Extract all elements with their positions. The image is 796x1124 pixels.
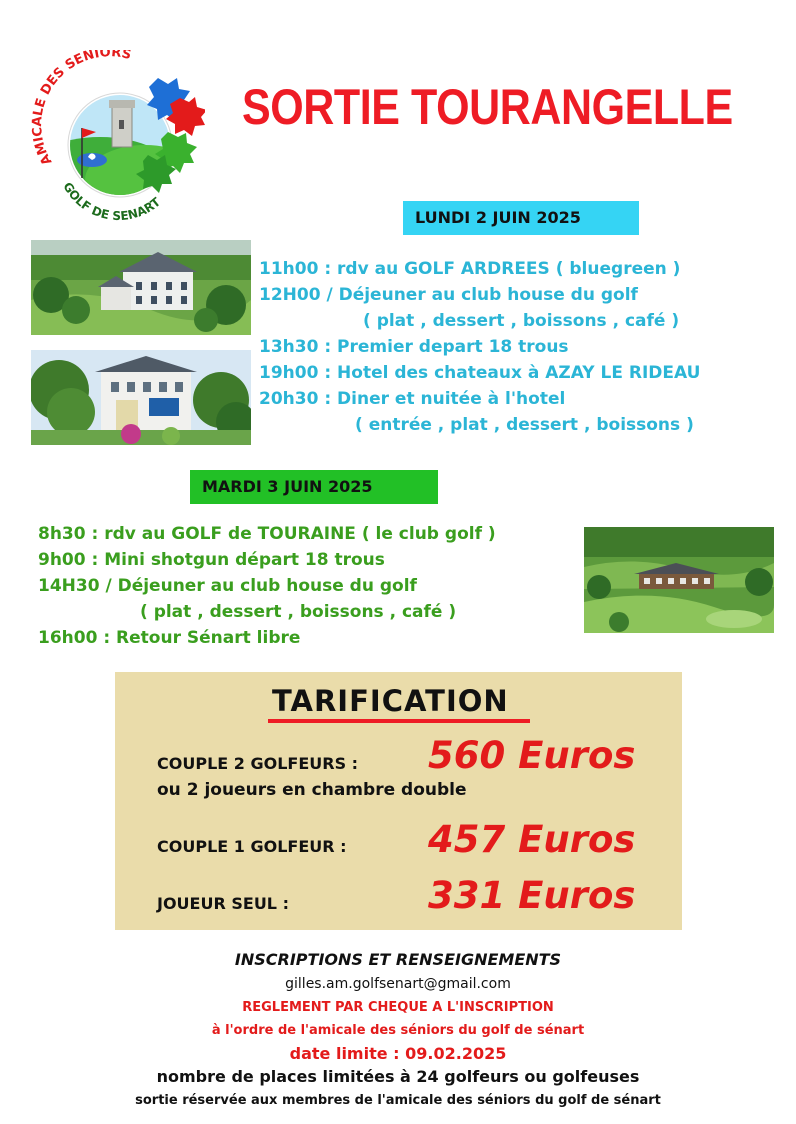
single-label: JOUEUR SEUL : [157, 894, 289, 913]
payment-order: à l'ordre de l'amicale des séniors du golf de sénart [211, 1023, 585, 1038]
day1-line-2: 12H00 / Déjeuner au club house du golf [259, 285, 638, 305]
couple1-price: 457 Euros [428, 818, 636, 861]
couple1-label: COUPLE 1 GOLFEUR : [157, 837, 347, 856]
day2-date-badge: MARDI 3 JUIN 2025 [190, 470, 438, 504]
contact-email: gilles.am.golfsenart@gmail.com [285, 976, 511, 992]
couple2-label: COUPLE 2 GOLFEURS : [157, 754, 359, 773]
day1-line-6: 20h30 : Diner et nuitée à l'hotel [259, 389, 566, 409]
day2-line-1: 8h30 : rdv au GOLF de TOURAINE ( le club golf ) [38, 524, 496, 544]
golf-de-touraine-photo [584, 527, 774, 633]
golf-ardrees-photo [31, 240, 251, 335]
logo-text-bottom: GOLF DE SENART [60, 179, 164, 224]
single-price: 331 Euros [428, 874, 636, 917]
logo-text-top: AMICALE DES SENIORS [30, 50, 133, 168]
hotel-des-chateaux-photo [31, 350, 251, 445]
day1-line-5: 19h00 : Hotel des chateaux à AZAY LE RIDEAU [259, 363, 701, 383]
day1-line-4: 13h30 : Premier depart 18 trous [259, 337, 569, 357]
day2-line-4: ( plat , dessert , boissons , café ) [140, 602, 457, 622]
couple2-sublabel: ou 2 joueurs en chambre double [157, 780, 467, 800]
pricing-title: TARIFICATION [272, 684, 509, 718]
day1-line-7: ( entrée , plat , dessert , boissons ) [355, 415, 694, 435]
page-title: SORTIE TOURANGELLE [242, 79, 733, 135]
club-logo [30, 50, 205, 225]
day1-date-badge: LUNDI 2 JUIN 2025 [403, 201, 639, 235]
day2-line-2: 9h00 : Mini shotgun départ 18 trous [38, 550, 385, 570]
club-logo-graphic [30, 50, 205, 225]
payment-note: REGLEMENT PAR CHEQUE A L'INSCRIPTION [242, 1000, 554, 1015]
day1-line-1: 11h00 : rdv au GOLF ARDREES ( bluegreen ) [259, 259, 681, 279]
day2-line-3: 14H30 / Déjeuner au club house du golf [38, 576, 417, 596]
members-only-note: sortie réservée aux membres de l'amicale des séniors du golf de sénart [135, 1093, 661, 1108]
day1-line-3: ( plat , dessert , boissons , café ) [363, 311, 680, 331]
places-limit: nombre de places limitées à 24 golfeurs ou golfeuses [156, 1067, 640, 1086]
registration-heading: INSCRIPTIONS ET RENSEIGNEMENTS [234, 950, 562, 969]
day2-line-5: 16h00 : Retour Sénart libre [38, 628, 301, 648]
deadline: date limite : 09.02.2025 [289, 1044, 507, 1063]
couple2-price: 560 Euros [428, 734, 636, 777]
pricing-title-underline [268, 719, 530, 723]
